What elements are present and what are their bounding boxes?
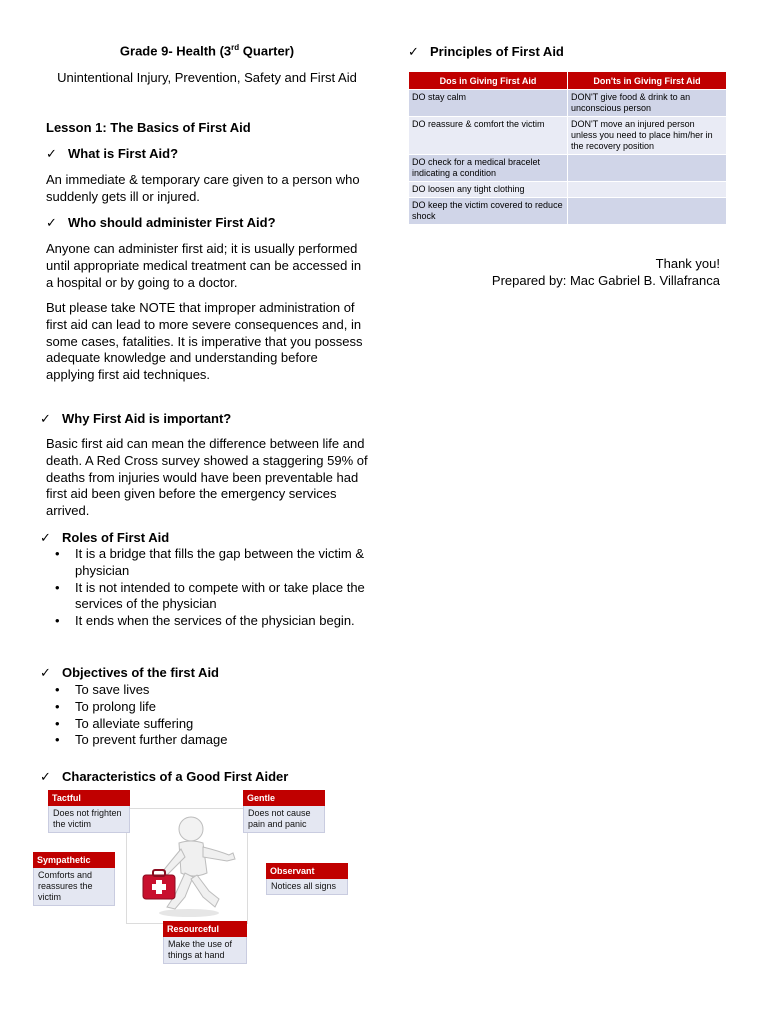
card-title: Sympathetic <box>33 852 115 868</box>
card-description: Does not frighten the victim <box>48 806 130 833</box>
prepared-by-text: Prepared by: Mac Gabriel B. Villafranca <box>491 273 720 288</box>
check-icon: ✓ <box>408 44 419 59</box>
table-cell: DO loosen any tight clothing <box>409 182 568 198</box>
why-body: Basic first aid can mean the difference between life and death. A Red Cross survey showed a staggering 59% of deaths from injuries would have been preventable had first aid been given before the emergency services arrived. <box>46 436 368 519</box>
table-row <box>409 155 727 182</box>
list-item: • To save lives <box>46 682 368 699</box>
what-heading: ✓ What is First Aid? <box>46 146 179 161</box>
list-item: • To prevent further damage <box>46 732 368 749</box>
what-body: An immediate & temporary care given to a person who suddenly gets ill or injured. <box>46 172 360 204</box>
list-item: • It is not intended to compete with or take place the services of the physician <box>46 580 368 614</box>
card-title: Tactful <box>48 790 130 806</box>
document-subtitle: Unintentional Injury, Prevention, Safety and First Aid <box>57 70 357 85</box>
card-description: Does not cause pain and panic <box>243 806 325 833</box>
table-cell: DON'T move an injured person unless you need to place him/her in the recovery position <box>568 117 727 155</box>
card-description: Make the use of things at hand <box>163 937 247 964</box>
card-gentle <box>243 790 325 833</box>
column-header-dos: Dos in Giving First Aid <box>409 72 568 90</box>
check-icon: ✓ <box>46 215 57 230</box>
who-body-2: But please take NOTE that improper administration of first aid can lead to more severe consequences and, in some cases, fatalities. It is imperative that you possess adequate knowledge and understanding before applying first aid techniques. <box>46 300 363 383</box>
objectives-list <box>46 682 368 749</box>
lesson-heading: Lesson 1: The Basics of First Aid <box>46 120 251 135</box>
table-row <box>409 90 727 117</box>
roles-heading: ✓ Roles of First Aid <box>40 530 170 545</box>
table-cell <box>568 182 727 198</box>
check-icon: ✓ <box>40 530 51 545</box>
card-observant <box>266 863 348 895</box>
check-icon: ✓ <box>40 769 51 784</box>
card-description: Comforts and reassures the victim <box>33 868 115 906</box>
table-cell: DO keep the victim covered to reduce shock <box>409 198 568 225</box>
check-icon: ✓ <box>40 411 51 426</box>
first-aider-illustration <box>126 808 248 924</box>
table-row <box>409 182 727 198</box>
column-header-donts: Don'ts in Giving First Aid <box>568 72 727 90</box>
table-cell: DON'T give food & drink to an unconscious person <box>568 90 727 117</box>
table-cell <box>568 198 727 225</box>
table-cell: DO reassure & comfort the victim <box>409 117 568 155</box>
closing-block <box>492 255 720 289</box>
first-aid-figure-icon <box>127 809 247 923</box>
check-icon: ✓ <box>46 146 57 161</box>
table-cell: DO stay calm <box>409 90 568 117</box>
card-resourceful <box>163 921 247 964</box>
list-item: • It is a bridge that fills the gap between the victim & physician <box>46 546 368 580</box>
table-cell <box>568 155 727 182</box>
list-item: • It ends when the services of the physician begin. <box>46 613 368 630</box>
objectives-heading: ✓ Objectives of the first Aid <box>40 665 219 680</box>
characteristics-heading: ✓ Characteristics of a Good First Aider <box>40 769 289 784</box>
principles-table <box>408 71 727 225</box>
card-tactful <box>48 790 130 833</box>
who-body-1: Anyone can administer first aid; it is usually performed until appropriate medical treatment can be accessed in a hospital or by going to a doctor. <box>46 241 362 290</box>
why-heading: ✓ Why First Aid is important? <box>40 411 232 426</box>
roles-list <box>46 546 368 630</box>
thank-you-text: Thank you! <box>655 256 720 271</box>
check-icon: ✓ <box>40 665 51 680</box>
card-title: Resourceful <box>163 921 247 937</box>
card-title: Observant <box>266 863 348 879</box>
who-heading: ✓ Who should administer First Aid? <box>46 215 276 230</box>
document-title: Grade 9- Health (3rd Quarter) <box>119 43 295 59</box>
table-cell: DO check for a medical bracelet indicating a condition <box>409 155 568 182</box>
list-item: • To prolong life <box>46 699 368 716</box>
card-description: Notices all signs <box>266 879 348 895</box>
principles-heading: ✓ Principles of First Aid <box>408 44 564 59</box>
table-row <box>409 117 727 155</box>
list-item: • To alleviate suffering <box>46 716 368 733</box>
card-sympathetic <box>33 852 115 906</box>
table-row <box>409 198 727 225</box>
card-title: Gentle <box>243 790 325 806</box>
